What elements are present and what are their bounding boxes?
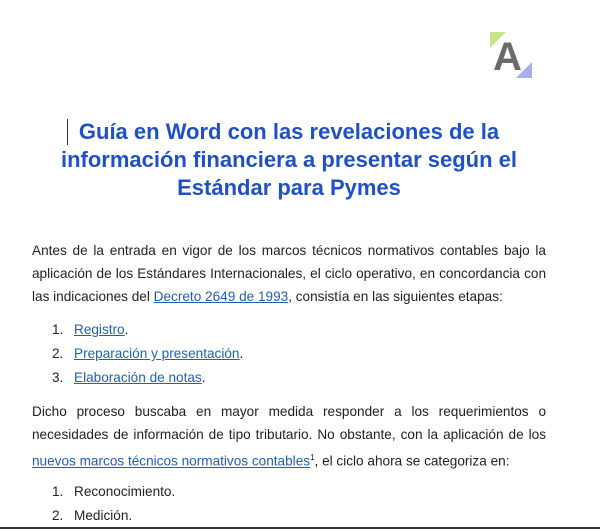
list-number: 1. xyxy=(52,484,64,499)
list-item-text: Medición. xyxy=(74,508,133,523)
list-item-end: . xyxy=(124,322,129,337)
intro-text-after: , consistía en las siguientes etapas: xyxy=(288,289,503,304)
stages-list-old xyxy=(52,318,243,390)
list-item xyxy=(52,366,243,390)
brand-logo-icon xyxy=(486,30,538,82)
list-item xyxy=(52,342,243,366)
stages-list-new xyxy=(52,480,175,528)
intro-text-before: Antes de la entrada en vigor de los marcos técnicos normativos contables bajo la aplicación de los Estándares Internacionales, el ciclo operativo, en concordancia con las indicaciones del xyxy=(32,243,546,304)
body-text-before: Dicho proceso buscaba en mayor medida responder a los requerimientos o necesidades de información de tipo tributario. No obstante, con la aplicación de los xyxy=(32,404,546,442)
list-number: 2. xyxy=(52,346,64,361)
nuevos-marcos-link[interactable]: nuevos marcos técnicos normativos contables xyxy=(32,453,311,469)
list-link-registro[interactable]: Registro xyxy=(74,322,125,337)
logo-letter: A xyxy=(493,35,522,79)
list-item-end: . xyxy=(201,370,206,385)
list-item xyxy=(52,504,175,528)
decreto-link[interactable]: Decreto 2649 de 1993 xyxy=(153,289,289,304)
intro-paragraph xyxy=(32,239,546,308)
list-number: 2. xyxy=(52,508,64,523)
list-item xyxy=(52,318,243,342)
list-link-notas[interactable]: Elaboración de notas xyxy=(74,370,202,385)
list-number: 1. xyxy=(52,322,64,337)
list-item-text: Reconocimiento. xyxy=(74,484,176,499)
footnote-marker[interactable]: 1 xyxy=(310,453,315,462)
list-link-preparacion[interactable]: Preparación y presentación xyxy=(74,346,240,361)
list-item xyxy=(52,480,175,504)
body-text-after: , el ciclo ahora se categoriza en: xyxy=(314,453,510,469)
list-item-end: . xyxy=(239,346,244,361)
document-title: Guía en Word con las revelaciones de la información financiera a presentar según el Estándar para Pymes xyxy=(60,119,518,200)
body-paragraph xyxy=(32,400,546,473)
list-number: 3. xyxy=(52,370,64,385)
